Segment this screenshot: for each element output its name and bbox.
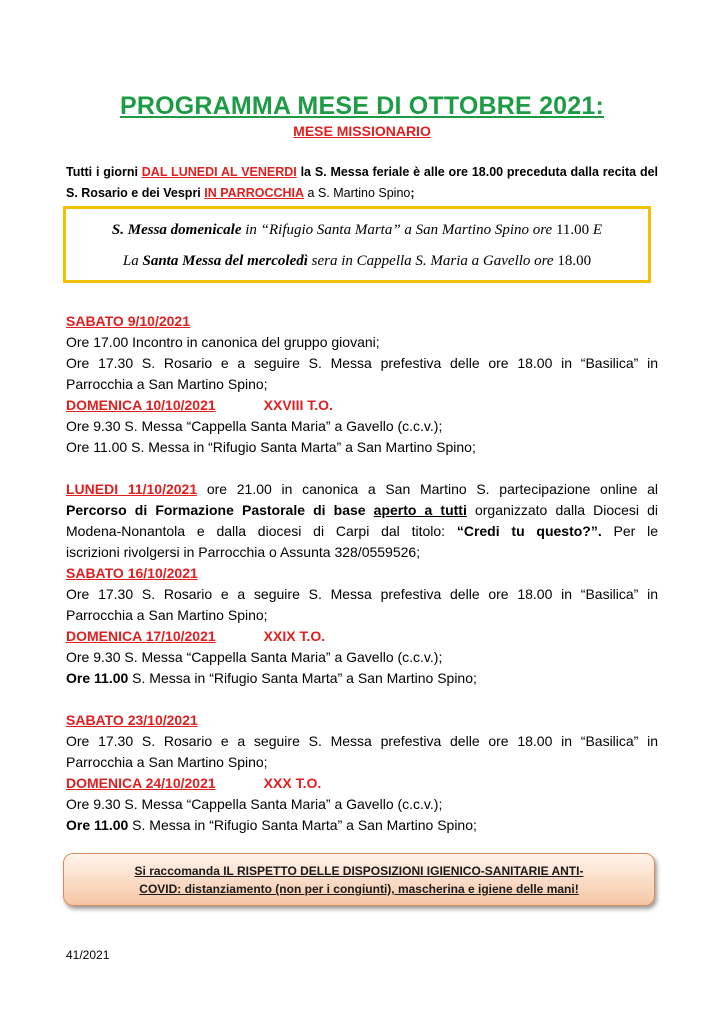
intro-line-1: [66, 162, 658, 183]
event-line: Ore 9.30 S. Messa “Cappella Santa Maria” a Gavello (c.c.v.);: [66, 649, 443, 665]
event-text: organizzato dalla Diocesi di: [466, 502, 658, 518]
covid-notice-box: [63, 853, 655, 906]
event-line: [66, 815, 658, 836]
event-line: [66, 668, 658, 689]
page-subtitle: MESE MISSIONARIO: [293, 123, 431, 139]
notice-line-1: Si raccomanda IL RISPETTO DELLE DISPOSIZIONI IGIENICO-SANITARIE ANTI-: [134, 864, 584, 878]
date-heading-inline: LUNEDI 11/10/2021: [66, 481, 198, 497]
intro-text: Tutti i giorni: [66, 165, 142, 179]
date-heading-text: DOMENICA 24/10/2021: [66, 775, 216, 791]
mass-time: 18.00: [557, 253, 592, 269]
mass-label: Santa Messa del mercoledì: [142, 253, 308, 269]
date-heading: [66, 395, 658, 416]
document-number: 41/2021: [66, 948, 110, 962]
event-line: Ore 17.00 Incontro in canonica del gruppo giovani;: [66, 334, 380, 350]
event-time: Ore 11.00: [66, 670, 129, 686]
mass-text: in “Rifugio Santa Marta” a San Martino Spino ore: [241, 222, 556, 238]
open-to-all: aperto a tutti: [373, 502, 467, 518]
date-heading-text: DOMENICA 10/10/2021: [66, 397, 216, 413]
mass-times-box: [63, 206, 651, 283]
intro-days-highlight: DAL LUNEDI AL VENERDI: [141, 165, 297, 179]
event-line: Ore 17.30 S. Rosario e a seguire S. Messa prefestiva delle ore 18.00 in “Basilica” in: [66, 355, 658, 371]
event-text: S. Messa in “Rifugio Santa Marta” a San Martino Spino;: [128, 670, 477, 686]
mass-text: E: [589, 222, 603, 238]
event-text: Per le: [601, 523, 658, 539]
event-line: Ore 11.00 S. Messa in “Rifugio Santa Marta” a San Martino Spino;: [66, 439, 476, 455]
event-text: S. Messa in “Rifugio Santa Marta” a San Martino Spino;: [128, 817, 477, 833]
date-heading-text: DOMENICA 17/10/2021: [66, 628, 216, 644]
event-line: Ore 9.30 S. Messa “Cappella Santa Maria” a Gavello (c.c.v.);: [66, 796, 443, 812]
date-heading: SABATO 23/10/2021: [66, 712, 198, 728]
schedule-list: [66, 311, 658, 836]
liturgical-week-tag: XXVIII T.O.: [263, 397, 333, 413]
intro-text: la S. Messa feriale è alle ore 18.00 preceduta dalla recita del: [296, 165, 659, 179]
event-line: Parrocchia a San Martino Spino;: [66, 607, 268, 623]
sunday-mass-line: [66, 222, 648, 239]
event-line: Ore 17.30 S. Rosario e a seguire S. Messa prefestiva delle ore 18.00 in “Basilica” in: [66, 586, 658, 602]
event-line: Ore 17.30 S. Rosario e a seguire S. Messa prefestiva delle ore 18.00 in “Basilica” in: [66, 733, 658, 749]
event-line: Parrocchia a San Martino Spino;: [66, 376, 268, 392]
intro-place-highlight: IN PARROCCHIA: [204, 186, 305, 200]
spacer: [66, 689, 658, 710]
page-title: PROGRAMMA MESE DI OTTOBRE 2021:: [119, 92, 605, 120]
event-line: Parrocchia a San Martino Spino;: [66, 754, 268, 770]
date-heading: SABATO 9/10/2021: [66, 313, 190, 329]
event-line: [66, 479, 658, 500]
mass-time: 11.00: [555, 222, 590, 238]
course-title: Percorso di Formazione Pastorale di base: [66, 502, 366, 518]
liturgical-week-tag: XXX T.O.: [263, 775, 322, 791]
event-line: [66, 521, 658, 542]
intro-text: ;: [410, 186, 415, 200]
date-heading: [66, 626, 658, 647]
intro-line-2: [66, 183, 658, 204]
event-text: ore 21.00 in canonica a San Martino S. partecipazione online al: [197, 481, 658, 497]
intro-paragraph: [66, 162, 658, 204]
liturgical-week-tag: XXIX T.O.: [263, 628, 326, 644]
date-heading: [66, 773, 658, 794]
intro-text: a S. Martino Spino: [304, 186, 411, 200]
intro-text: S. Rosario e dei Vespri: [66, 186, 205, 200]
event-line: Ore 9.30 S. Messa “Cappella Santa Maria” a Gavello (c.c.v.);: [66, 418, 443, 434]
event-text: Modena-Nonantola e dalla diocesi di Carpi dal titolo:: [66, 523, 457, 539]
mass-label: S. Messa domenicale: [111, 222, 242, 238]
spacer: [66, 458, 658, 479]
event-line: iscrizioni rivolgersi in Parrocchia o Assunta 328/0559526;: [66, 544, 421, 560]
wednesday-mass-line: [66, 253, 648, 270]
date-heading: SABATO 16/10/2021: [66, 565, 198, 581]
event-time: Ore 11.00: [66, 817, 129, 833]
notice-line-2: COVID: distanziamento (non per i congiunti), mascherina e igiene delle mani!: [139, 882, 579, 896]
mass-text: sera in Cappella S. Maria a Gavello ore: [307, 253, 558, 269]
mass-text: La: [122, 253, 143, 269]
course-theme: “Credi tu questo?”.: [456, 523, 602, 539]
event-line: [66, 500, 658, 521]
